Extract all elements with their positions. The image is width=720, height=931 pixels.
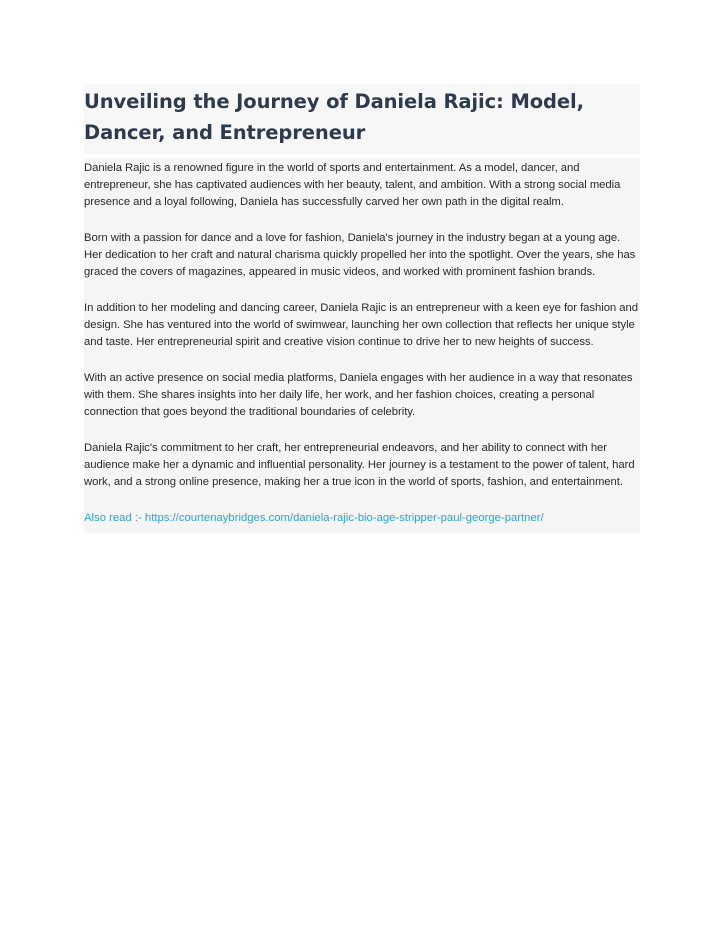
paragraph-intro: Daniela Rajic is a renowned figure in the world of sports and entertainment. As a model, dancer, and entrepreneur, she has captivated audiences with her beauty, talent, and ambition. With a strong social media presence and a loyal following, Daniela has successfully carved her own path in the digital realm. bbox=[84, 162, 621, 208]
paragraph-early-life: Born with a passion for dance and a love for fashion, Daniela's journey in the industry began at a young age. Her dedication to her craft and natural charisma quickly propelled her into the spotlight. Over the years, she has graced the covers of magazines, appeared in music videos, and worked with prominent fashion brands. bbox=[84, 232, 636, 278]
title-block bbox=[84, 84, 640, 154]
also-read-link[interactable]: https://courtenaybridges.com/daniela-rajic-bio-age-stripper-paul-george-partner/ bbox=[144, 512, 544, 524]
article-body bbox=[84, 158, 640, 533]
paragraph-entrepreneur: In addition to her modeling and dancing career, Daniela Rajic is an entrepreneur with a keen eye for fashion and design. She has ventured into the world of swimwear, launching her own collection that reflects her unique style and taste. Her entrepreneurial spirit and creative vision continue to drive her to new heights of success. bbox=[84, 302, 638, 348]
also-read-line bbox=[84, 510, 640, 527]
paragraph-conclusion: Daniela Rajic's commitment to her craft, her entrepreneurial endeavors, and her ability to connect with her audience make her a dynamic and influential personality. Her journey is a testament to the power of talent, hard work, and a strong online presence, making her a true icon in the world of sports, fashion, and entertainment. bbox=[84, 442, 635, 488]
also-read-label: Also read :- bbox=[84, 512, 145, 524]
article-title: Unveiling the Journey of Daniela Rajic: Model, Dancer, and Entrepreneur bbox=[84, 90, 584, 144]
paragraph-social-media: With an active presence on social media platforms, Daniela engages with her audience in a way that resonates with them. She shares insights into her daily life, her work, and her fashion choices, creating a personal connection that goes beyond the traditional boundaries of celebrity. bbox=[84, 372, 633, 418]
